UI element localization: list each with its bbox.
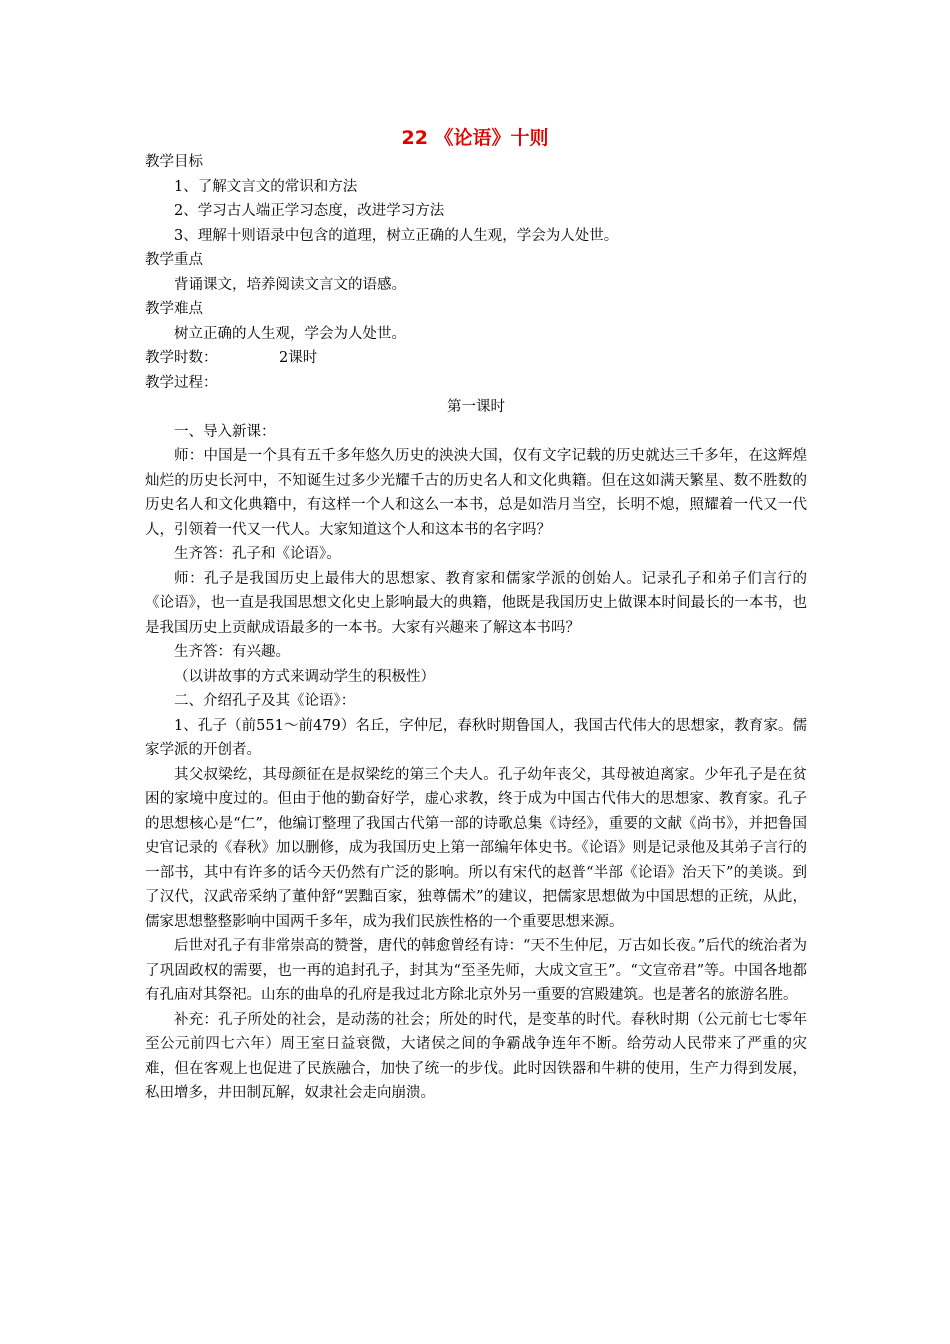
teaching-hours-label: 教学时数： xyxy=(145,350,218,366)
teaching-hours-value: 2课时 xyxy=(279,350,318,366)
body-paragraph: 生齐答：有兴趣。 xyxy=(174,644,290,660)
difficulty-text: 树立正确的人生观，学会为人处世。 xyxy=(174,325,406,342)
lesson-title: 第一课时 xyxy=(447,399,505,415)
body-paragraph: 生齐答：孔子和《论语》。 xyxy=(174,546,341,562)
document-body xyxy=(145,150,807,1106)
goals-heading: 教学目标 xyxy=(145,154,203,170)
body-paragraph: 师：中国是一个具有五千多年悠久历史的泱泱大国，仅有文字记载的历史就达三千多年，在这辉煌灿烂的历史长河中，不知诞生过多少光耀千古的历史名人和文化典籍。但在这如满天繁星、数不胜数的历史名人和文化典籍中，有这样一个人和这么一本书，总是如浩月当空，长明不熄，照耀着一代又一代人，引领着一代又一代人。大家知道这个人和这本书的名字吗？ xyxy=(145,448,807,538)
body-paragraph: 其父叔梁纥，其母颜征在是叔梁纥的第三个夫人。孔子幼年丧父，其母被迫离家。少年孔子是在贫困的家境中度过的。但由于他的勤奋好学，虚心求教，终于成为中国古代伟大的思想家、教育家。孔子的思想核心是“仁”，他编订整理了我国古代第一部的诗歌总集《诗经》，重要的文献《尚书》，并把鲁国史官记录的《春秋》加以删修，成为我国历史上第一部编年体史书。《论语》则是记录他及其弟子言行的一部书，其中有许多的话今天仍然有广泛的影响。所以有宋代的赵普“半部《论语》治天下”的美谈。到了汉代，汉武帝采纳了董仲舒“罢黜百家，独尊儒术”的建议，把儒家思想做为中国思想的正统，从此，儒家思想整整影响中国两千多年，成为我们民族性格的一个重要思想来源。 xyxy=(145,766,807,930)
body-paragraph: 二、介绍孔子及其《论语》： xyxy=(174,693,356,709)
goal-item: 3、理解十则语录中包含的道理，树立正确的人生观，学会为人处世。 xyxy=(174,227,619,244)
process-heading: 教学过程： xyxy=(145,374,218,391)
body-paragraph: （以讲故事的方式来调动学生的积极性） xyxy=(174,668,435,685)
key-points-text: 背诵课文，培养阅读文言文的语感。 xyxy=(174,276,406,293)
teaching-hours xyxy=(145,346,807,371)
key-points-heading: 教学重点 xyxy=(145,252,203,268)
difficulty-heading: 教学难点 xyxy=(145,301,203,317)
goal-item: 1、了解文言文的常识和方法 xyxy=(174,178,358,195)
body-paragraph: 1、孔子（前551～前479）名丘，字仲尼，春秋时期鲁国人，我国古代伟大的思想家，教育家。儒家学派的开创者。 xyxy=(145,717,807,758)
body-paragraph: 补充：孔子所处的社会，是动荡的社会；所处的时代，是变革的时代。春秋时期（公元前七七零年至公元前四七六年）周王室日益衰微，大诸侯之间的争霸战争连年不断。给劳动人民带来了严重的灾难，但在客观上也促进了民族融合，加快了统一的步伐。此时因铁器和牛耕的使用，生产力得到发展，私田增多，井田制瓦解，奴隶社会走向崩溃。 xyxy=(145,1011,807,1101)
goal-item: 2、学习古人端正学习态度，改进学习方法 xyxy=(174,203,445,219)
body-paragraph: 师：孔子是我国历史上最伟大的思想家、教育家和儒家学派的创始人。记录孔子和弟子们言行的《论语》，也一直是我国思想文化史上影响最大的典籍，他既是我国历史上做课本时间最长的一本书，也是我国历史上贡献成语最多的一本书。大家有兴趣来了解这本书吗？ xyxy=(145,570,807,636)
body-paragraph: 后世对孔子有非常崇高的赞誉，唐代的韩愈曾经有诗：“天不生仲尼，万古如长夜。”后代的统治者为了巩固政权的需要，也一再的追封孔子，封其为“至圣先师，大成文宣王”。“文宣帝君”等。中国各地都有孔庙对其祭祀。山东的曲阜的孔府是我过北方除北京外另一重要的宫殿建筑。也是著名的旅游名胜。 xyxy=(145,938,807,1003)
body-paragraph: 一、导入新课： xyxy=(174,423,276,440)
document-title: 22 《论语》十则 xyxy=(401,127,549,149)
